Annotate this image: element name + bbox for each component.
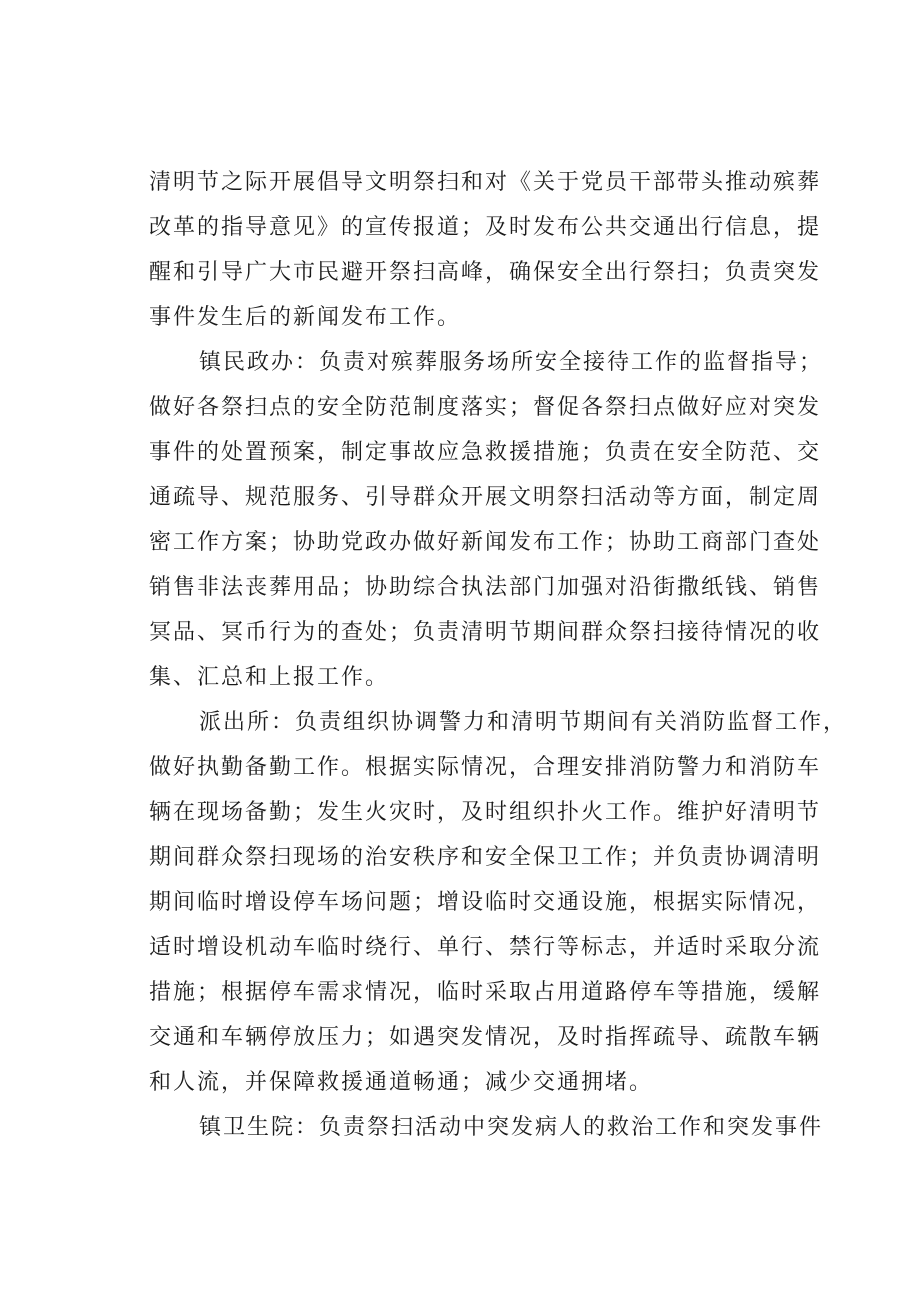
paragraph-health [149, 1105, 824, 1150]
text-line: 期间群众祭扫现场的治安秩序和安全保卫工作；并负责协调清明 [149, 845, 822, 870]
text-line: 清明节之际开展倡导文明祭扫和对《关于党员干部带头推动殡葬 [149, 170, 822, 195]
text-line: 和人流，并保障救援通道畅通；减少交通拥堵。 [149, 1070, 654, 1095]
document-body [149, 160, 848, 1150]
text-line: 期间临时增设停车场问题；增设临时交通设施，根据实际情况， [149, 890, 822, 915]
text-line: 通疏导、规范服务、引导群众开展文明祭扫活动等方面，制定周 [149, 485, 822, 510]
paragraph-propaganda [149, 160, 822, 340]
text-line: 做好各祭扫点的安全防范制度落实；督促各祭扫点做好应对突发 [149, 395, 822, 420]
text-line: 辆在现场备勤；发生火灾时，及时组织扑火工作。维护好清明节 [149, 800, 822, 825]
paragraph-civil-affairs [149, 340, 824, 700]
text-line: 密工作方案；协助党政办做好新闻发布工作；协助工商部门查处 [149, 530, 822, 555]
text-line: 事件发生后的新闻发布工作。 [149, 305, 462, 330]
paragraph-police [149, 700, 848, 1105]
text-line: 冥品、冥币行为的查处；负责清明节期间群众祭扫接待情况的收 [149, 620, 822, 645]
text-line: 事件的处置预案，制定事故应急救援措施；负责在安全防范、交 [149, 440, 822, 465]
text-line: 醒和引导广大市民避开祭扫高峰，确保安全出行祭扫；负责突发 [149, 260, 822, 285]
text-line: 交通和车辆停放压力；如遇突发情况，及时指挥疏导、疏散车辆 [149, 1025, 822, 1050]
text-line: 改革的指导意见》的宣传报道；及时发布公共交通出行信息，提 [149, 215, 822, 240]
text-line: 镇卫生院：负责祭扫活动中突发病人的救治工作和突发事件 [199, 1115, 824, 1140]
text-line: 做好执勤备勤工作。根据实际情况，合理安排消防警力和消防车 [149, 755, 822, 780]
text-line: 措施；根据停车需求情况，临时采取占用道路停车等措施，缓解 [149, 980, 822, 1005]
text-line: 集、汇总和上报工作。 [149, 665, 390, 690]
text-line: 镇民政办：负责对殡葬服务场所安全接待工作的监督指导； [199, 350, 824, 375]
text-line: 派出所：负责组织协调警力和清明节期间有关消防监督工作， [199, 710, 848, 735]
text-line: 销售非法丧葬用品；协助综合执法部门加强对沿街撒纸钱、销售 [149, 575, 822, 600]
text-line: 适时增设机动车临时绕行、单行、禁行等标志，并适时采取分流 [149, 935, 822, 960]
